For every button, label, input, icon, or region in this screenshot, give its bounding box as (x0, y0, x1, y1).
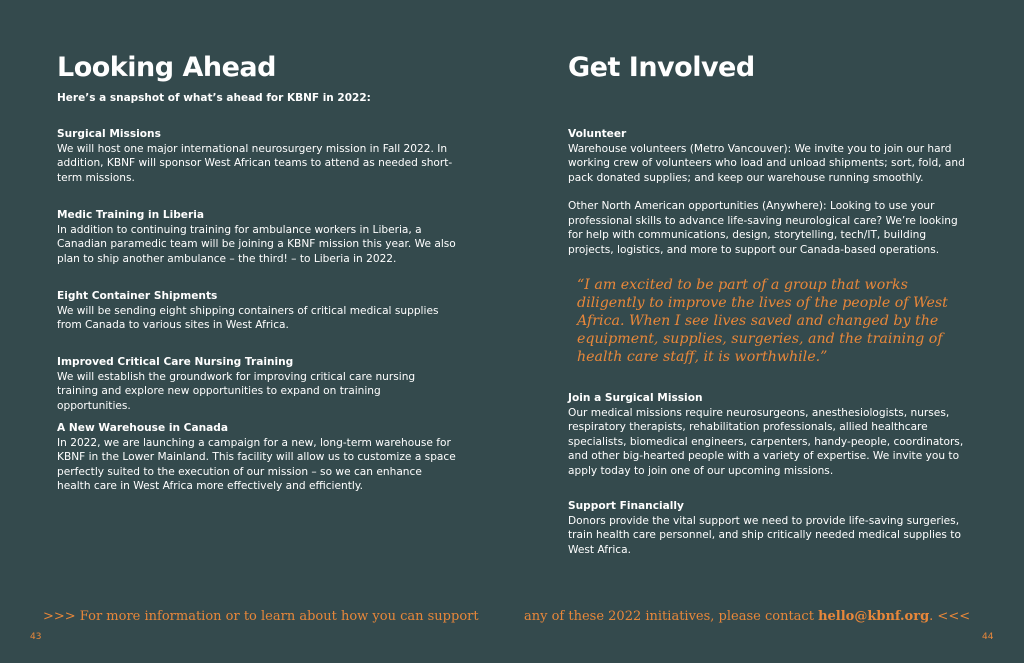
footer-text: any of these 2022 initiatives, please contact (524, 609, 814, 624)
heading-looking-ahead: Looking Ahead (57, 52, 276, 83)
section-title: Volunteer (568, 128, 627, 140)
section-title: A New Warehouse in Canada (57, 422, 229, 434)
section-new-warehouse (57, 421, 457, 494)
section-body: We will establish the groundwork for improving critical care nursing training and explore new opportunities to expand on training opportunities. (57, 370, 416, 412)
section-surgical-mission (568, 391, 973, 478)
section-title: Eight Container Shipments (57, 290, 218, 302)
section-body: In 2022, we are launching a campaign for a new, long-term warehouse for KBNF in the Lower Mainland. This facility will allow us to customize a space perfectly suited to the execution of our mission – so we can enhance health care in West Africa more effectively and efficiently. (57, 436, 456, 492)
testimonial-quote: “I am excited to be part of a group that works diligently to improve the lives of the people of West Africa. When I see lives saved and changed by the equipment, supplies, surgeries, and the training of health care staff, it is worthwhile.” (577, 277, 948, 365)
section-support-financially (568, 499, 973, 557)
section-container-shipments (57, 289, 457, 333)
section-title: Medic Training in Liberia (57, 209, 204, 221)
footer-text-left: >>> For more information or to learn about how you can support (43, 609, 479, 624)
section-body: Our medical missions require neurosurgeons, anesthesiologists, nurses, respiratory therapists, rehabilitation professionals, allied healthcare specialists, biomedical engineers, carpenters, handy-people, coordinators, and other big-hearted people with a variety of expertise. We invite you to apply today to join one of our upcoming missions. (568, 406, 964, 477)
section-nursing-training (57, 355, 457, 413)
section-title: Support Financially (568, 500, 684, 512)
intro-text: Here’s a snapshot of what’s ahead for KBNF in 2022: (57, 92, 371, 104)
section-body: We will host one major international neurosurgery mission in Fall 2022. In addition, KBNF will sponsor West African teams to attend as needed short-term missions. (57, 142, 453, 184)
section-body: Warehouse volunteers (Metro Vancouver): We invite you to join our hard working crew of volunteers who load and unload shipments; sort, fold, and pack donated supplies; and keep our warehouse running smoothly. (568, 142, 965, 184)
section-body: Other North American opportunities (Anywhere): Looking to use your professional skills to advance life-saving neurological care? We’re looking for help with communications, design, storytelling, tech/IT, building projects, logistics, and more to support our Canada-based operations. (568, 200, 958, 256)
footer-text-right (524, 609, 970, 624)
section-body: In addition to continuing training for ambulance workers in Liberia, a Canadian paramedic team will be joining a KBNF mission this year. We also plan to ship another ambulance – the third! – to Liberia in 2022. (57, 223, 456, 265)
page-number-right: 44 (982, 632, 994, 642)
section-body: We will be sending eight shipping containers of critical medical supplies from Canada to various sites in West Africa. (57, 304, 439, 331)
email-link[interactable]: hello@kbnf.org (818, 609, 930, 624)
section-surgical-missions (57, 127, 457, 185)
section-title: Surgical Missions (57, 128, 161, 140)
section-volunteer (568, 127, 973, 257)
section-title: Improved Critical Care Nursing Training (57, 356, 294, 368)
heading-get-involved: Get Involved (568, 52, 755, 83)
section-medic-training (57, 208, 457, 266)
footer-suffix: . <<< (929, 609, 971, 624)
right-page (512, 0, 1024, 663)
section-title: Join a Surgical Mission (568, 392, 703, 404)
page-number-left: 43 (30, 632, 42, 642)
section-body: Donors provide the vital support we need to provide life-saving surgeries, train health care personnel, and ship critically needed medical supplies to West Africa. (568, 514, 961, 556)
